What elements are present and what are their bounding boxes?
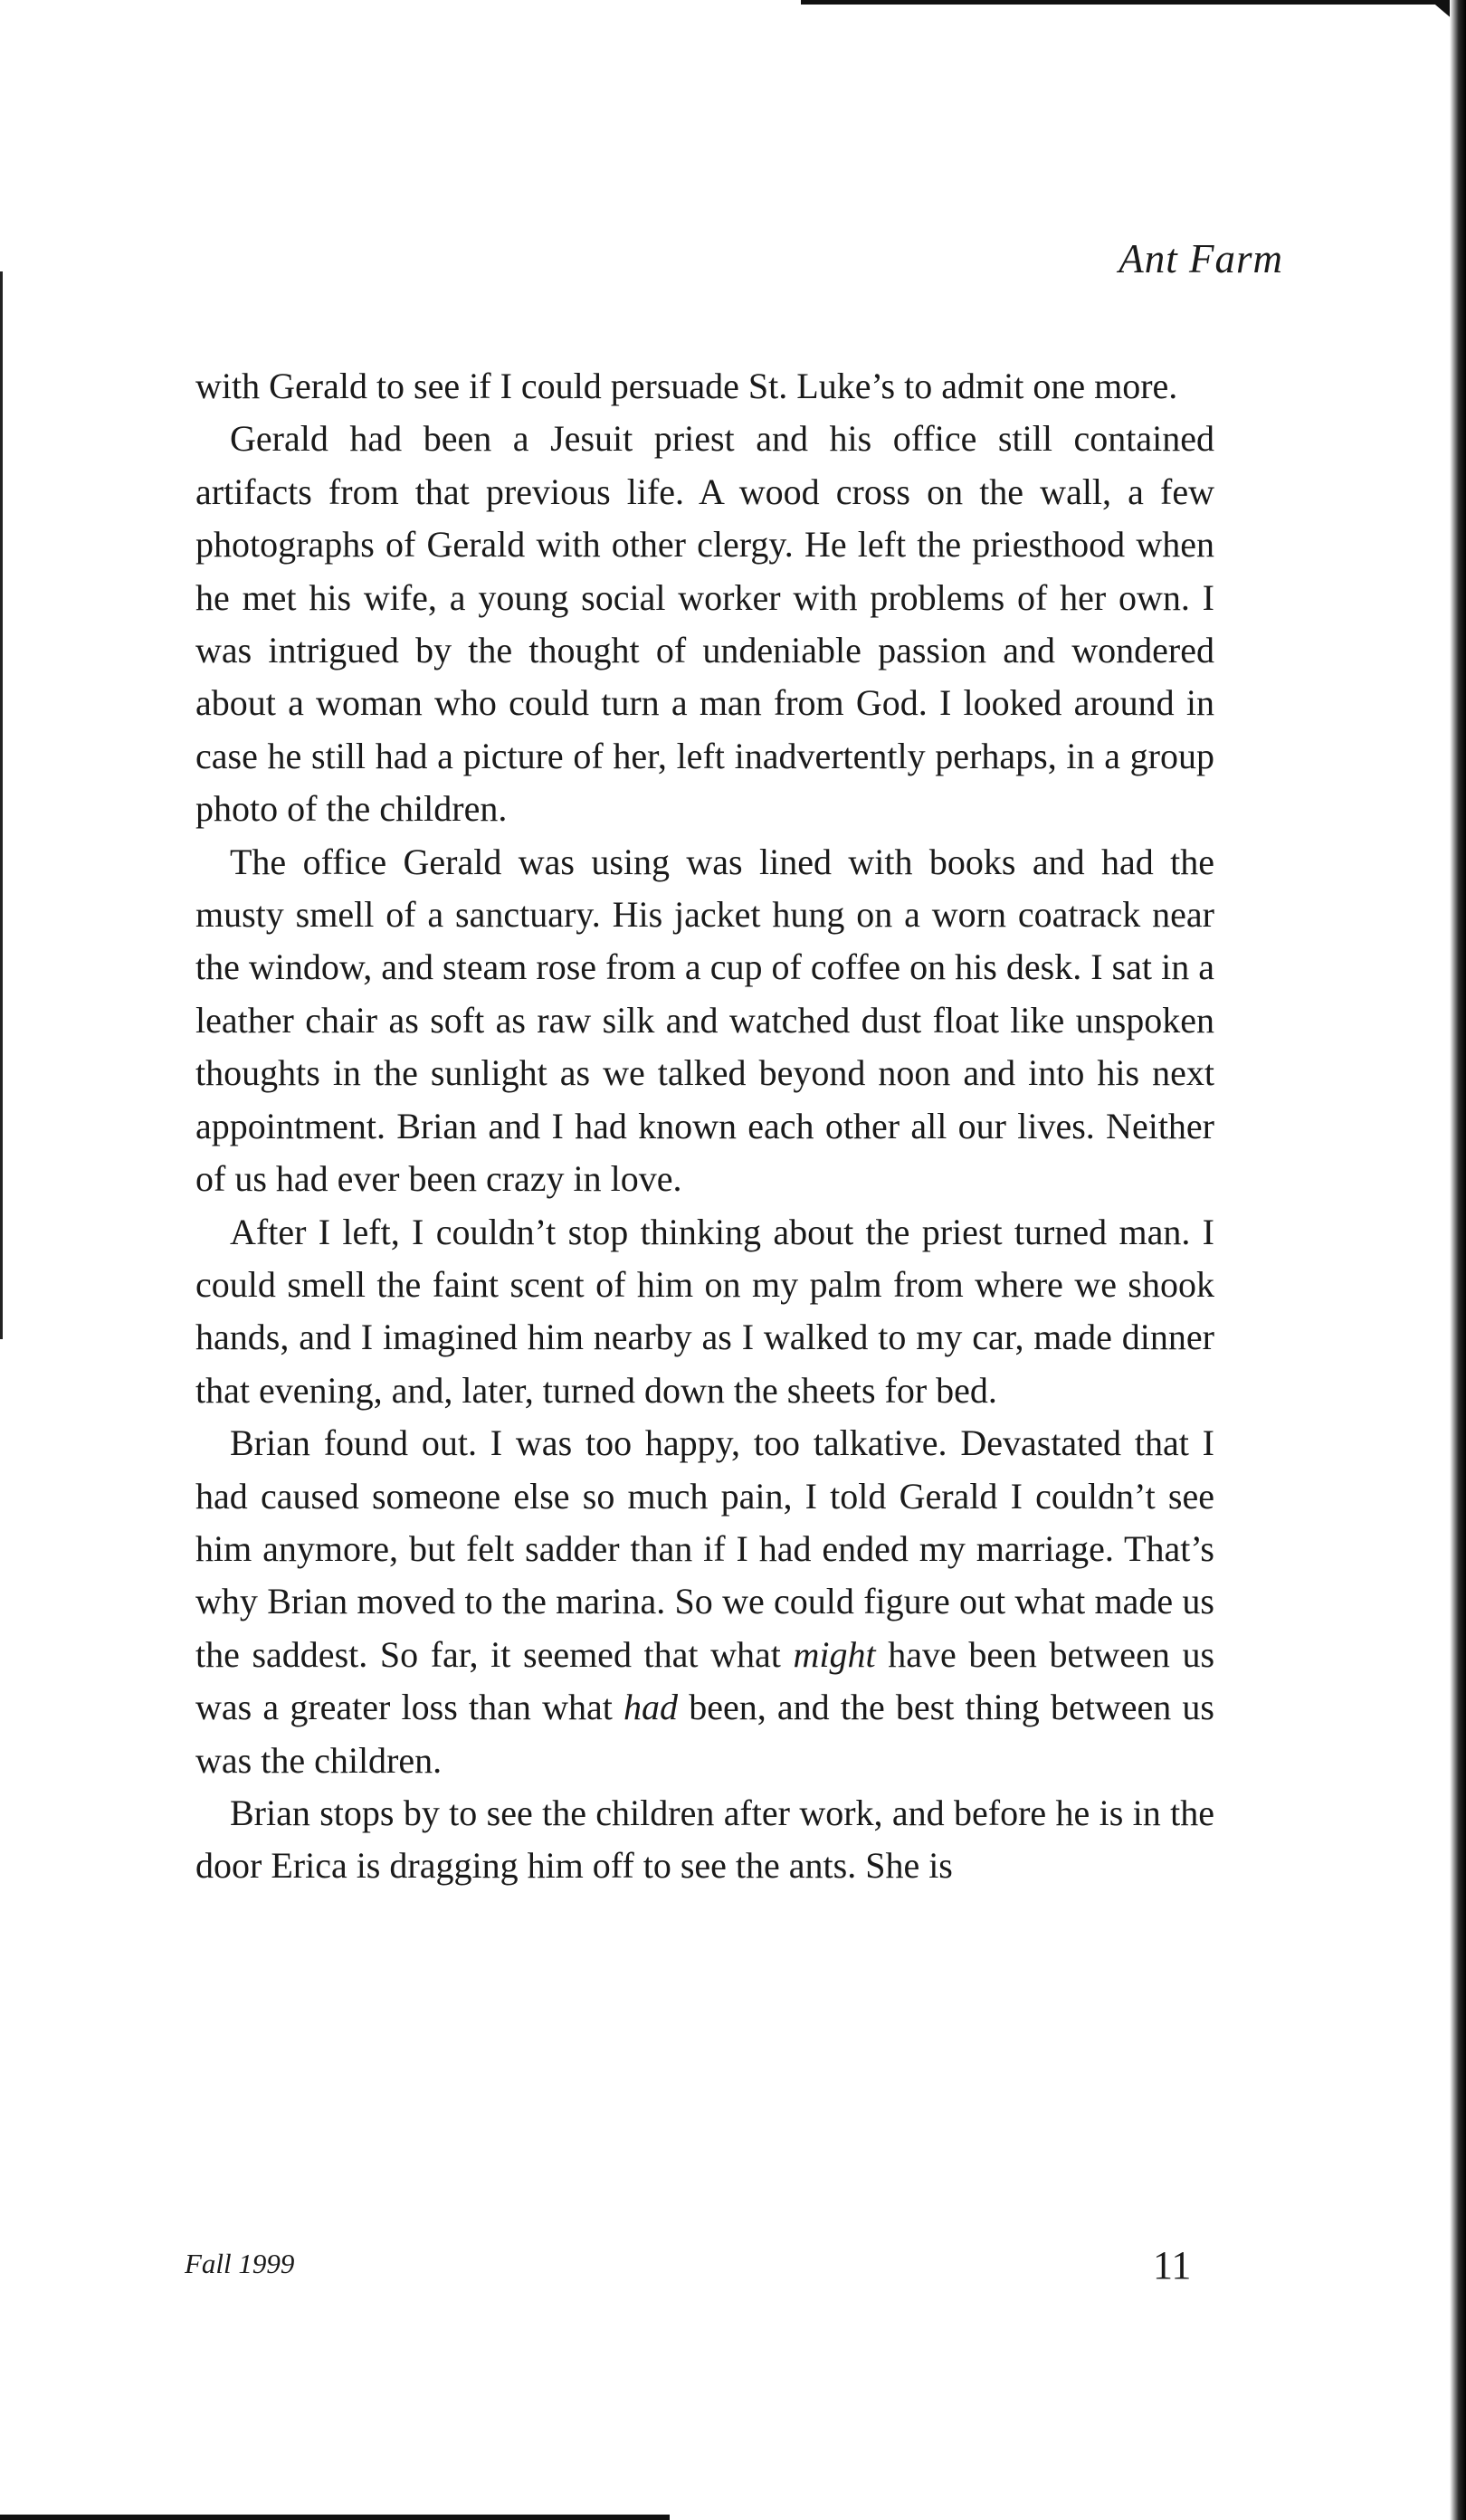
- paragraph: [195, 1206, 1214, 1418]
- italic-text: might: [793, 1633, 876, 1675]
- text-run: Gerald had been a Jesuit priest and his office still contained artifacts from that previous life. A wood cross on the wall, a few photographs of Gerald with other clergy. He left the priesthood when he met his wife, a young social worker with problems of her own. I was intrigued by the thought of undeniable passion and wondered about a woman who could turn a man from God. I looked around in case he still had a picture of her, left inadvertently perhaps, in a group photo of the children.: [195, 418, 1214, 830]
- body-text: [195, 360, 1214, 1893]
- scan-edge-bottom: [0, 2515, 670, 2520]
- footer-issue: Fall 1999: [185, 2248, 295, 2279]
- text-run: have been between us was a greater loss than what: [195, 1633, 1215, 1728]
- paragraph: [195, 836, 1214, 1206]
- running-head: Ant Farm: [1119, 236, 1283, 281]
- page-number: 11: [1153, 2243, 1192, 2287]
- paragraph: [195, 1417, 1214, 1787]
- text-run: Brian stops by to see the children after work, and before he is in the door Erica is dragging him off to see the ants. She is: [195, 1792, 1214, 1887]
- text-run: been, and the best thing between us was the children.: [195, 1687, 1214, 1781]
- scan-edge-right: [1450, 0, 1466, 2520]
- scan-edge-left: [0, 271, 3, 1339]
- paragraph: [195, 413, 1214, 835]
- text-run: Brian found out. I was too happy, too talkative. Devastated that I had caused someone else so much pain, I told Gerald I couldn’t see him anymore, but felt sadder than if I had ended my marriage. That’s why Brian moved to the marina. So we could figure out what made us the saddest. So far, it seemed that what: [195, 1422, 1214, 1675]
- italic-text: had: [624, 1687, 679, 1728]
- text-run: The office Gerald was using was lined with books and had the musty smell of a sanctuary. His jacket hung on a worn coatrack near the window, and steam rose from a cup of coffee on his desk. I sat in a leather chair as soft as raw silk and watched dust float like unspoken thoughts in the sunlight as we talked beyond noon and into his next appointment. Brian and I had known each other all our lives. Neither of us had ever been crazy in love.: [195, 841, 1214, 1200]
- text-run: After I left, I couldn’t stop thinking about the priest turned man. I could smell the faint scent of him on my palm from where we shook hands, and I imagined him nearby as I walked to my car, made dinner that evening, and, later, turned down the sheets for bed.: [195, 1211, 1214, 1411]
- scan-edge-top: [801, 0, 1466, 5]
- text-run: with Gerald to see if I could persuade St. Luke’s to admit one more.: [195, 366, 1178, 406]
- paragraph: [195, 1787, 1214, 1893]
- paragraph: [195, 360, 1214, 413]
